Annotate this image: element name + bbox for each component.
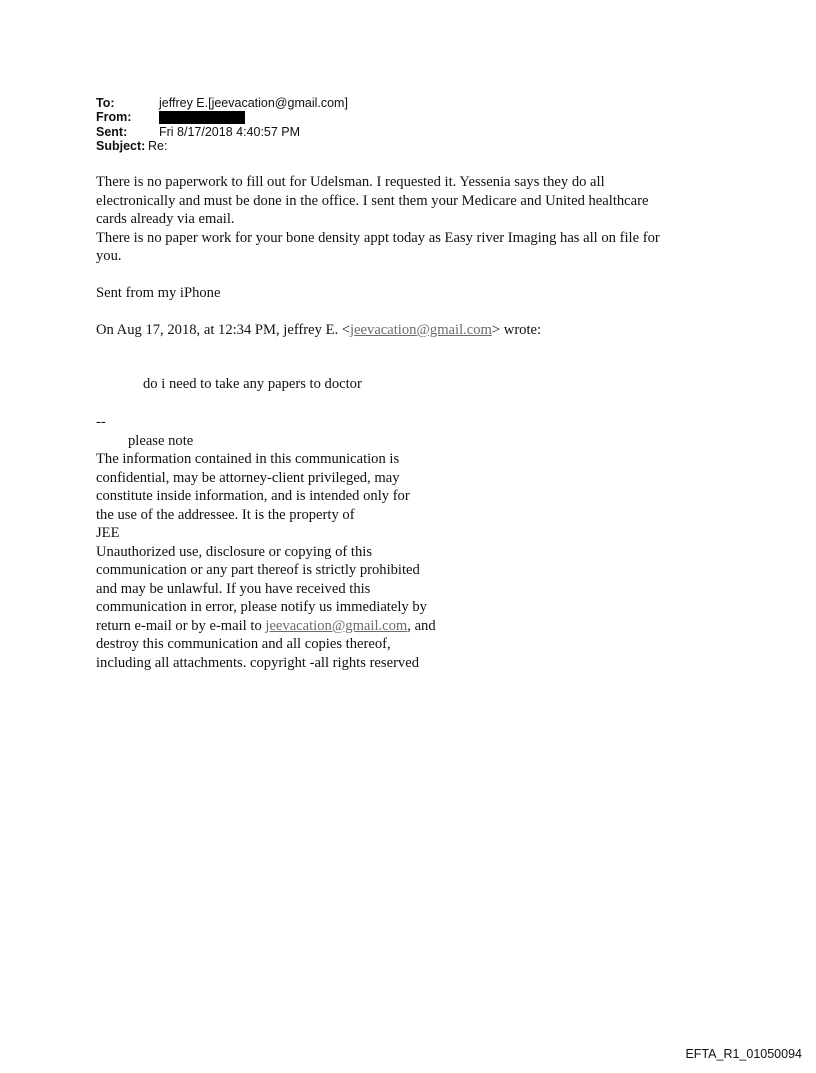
signature-line: and may be unlawful. If you have received this xyxy=(96,580,371,597)
subject-row xyxy=(96,139,348,153)
reply-email-link[interactable]: jeevacation@gmail.com xyxy=(350,322,492,338)
signature-line: Unauthorized use, disclosure or copying of this xyxy=(96,543,373,560)
signature-line: constitute inside information, and is intended only for xyxy=(96,488,410,504)
signature-email-prefix: return e-mail or by e-mail to xyxy=(96,617,266,634)
signature-line: the use of the addressee. It is the property of xyxy=(96,506,355,523)
body-line: you. xyxy=(96,248,122,264)
email-body xyxy=(96,173,736,340)
signature-email-suffix: , and xyxy=(407,617,436,634)
reply-prefix: On Aug 17, 2018, at 12:34 PM, jeffrey E. < xyxy=(96,322,351,338)
signature-email-line xyxy=(96,617,496,636)
sent-label: Sent: xyxy=(96,124,128,139)
to-row xyxy=(96,96,348,110)
signature-dash: -- xyxy=(96,414,106,430)
signature-line: including all attachments. copyright -all rights reserved xyxy=(96,654,419,671)
email-header xyxy=(96,96,348,153)
body-line: There is no paper work for your bone density appt today as Easy river Imaging has all on file for xyxy=(96,229,660,246)
signature-line: JEE xyxy=(96,525,120,541)
redaction-bar xyxy=(159,111,245,124)
signature-note: please note xyxy=(128,432,194,449)
body-paragraph-2 xyxy=(96,229,736,266)
body-line: There is no paperwork to fill out for Udelsman. I requested it. Yessenia says they do all xyxy=(96,174,605,190)
signature-email-link[interactable]: jeevacation@gmail.com xyxy=(265,617,408,634)
reply-attribution xyxy=(96,321,736,340)
subject-value: Re: xyxy=(148,138,168,153)
signature-line: destroy this communication and all copies thereof, xyxy=(96,636,391,652)
body-line: cards already via email. xyxy=(96,211,235,227)
signature-line: communication or any part thereof is strictly prohibited xyxy=(96,562,420,578)
body-paragraph-1 xyxy=(96,173,736,229)
sent-row xyxy=(96,125,348,139)
to-value: jeffrey E.[jeevacation@gmail.com] xyxy=(159,96,348,110)
reply-suffix: > wrote: xyxy=(491,322,542,338)
document-id: EFTA_R1_01050094 xyxy=(685,1047,802,1061)
quoted-message: do i need to take any papers to doctor xyxy=(143,376,362,392)
signature-block xyxy=(96,413,496,672)
signature-line: The information contained in this communication is xyxy=(96,451,400,467)
signoff: Sent from my iPhone xyxy=(96,285,221,301)
signature-line: communication in error, please notify us immediately by xyxy=(96,599,427,615)
from-row xyxy=(96,110,348,124)
from-label: From: xyxy=(96,110,132,125)
sent-value: Fri 8/17/2018 4:40:57 PM xyxy=(159,124,301,139)
body-line: electronically and must be done in the office. I sent them your Medicare and United healthcare xyxy=(96,192,649,209)
to-label: To: xyxy=(96,96,115,110)
subject-label: Subject: xyxy=(96,138,146,153)
signature-line: confidential, may be attorney-client privileged, may xyxy=(96,469,400,486)
